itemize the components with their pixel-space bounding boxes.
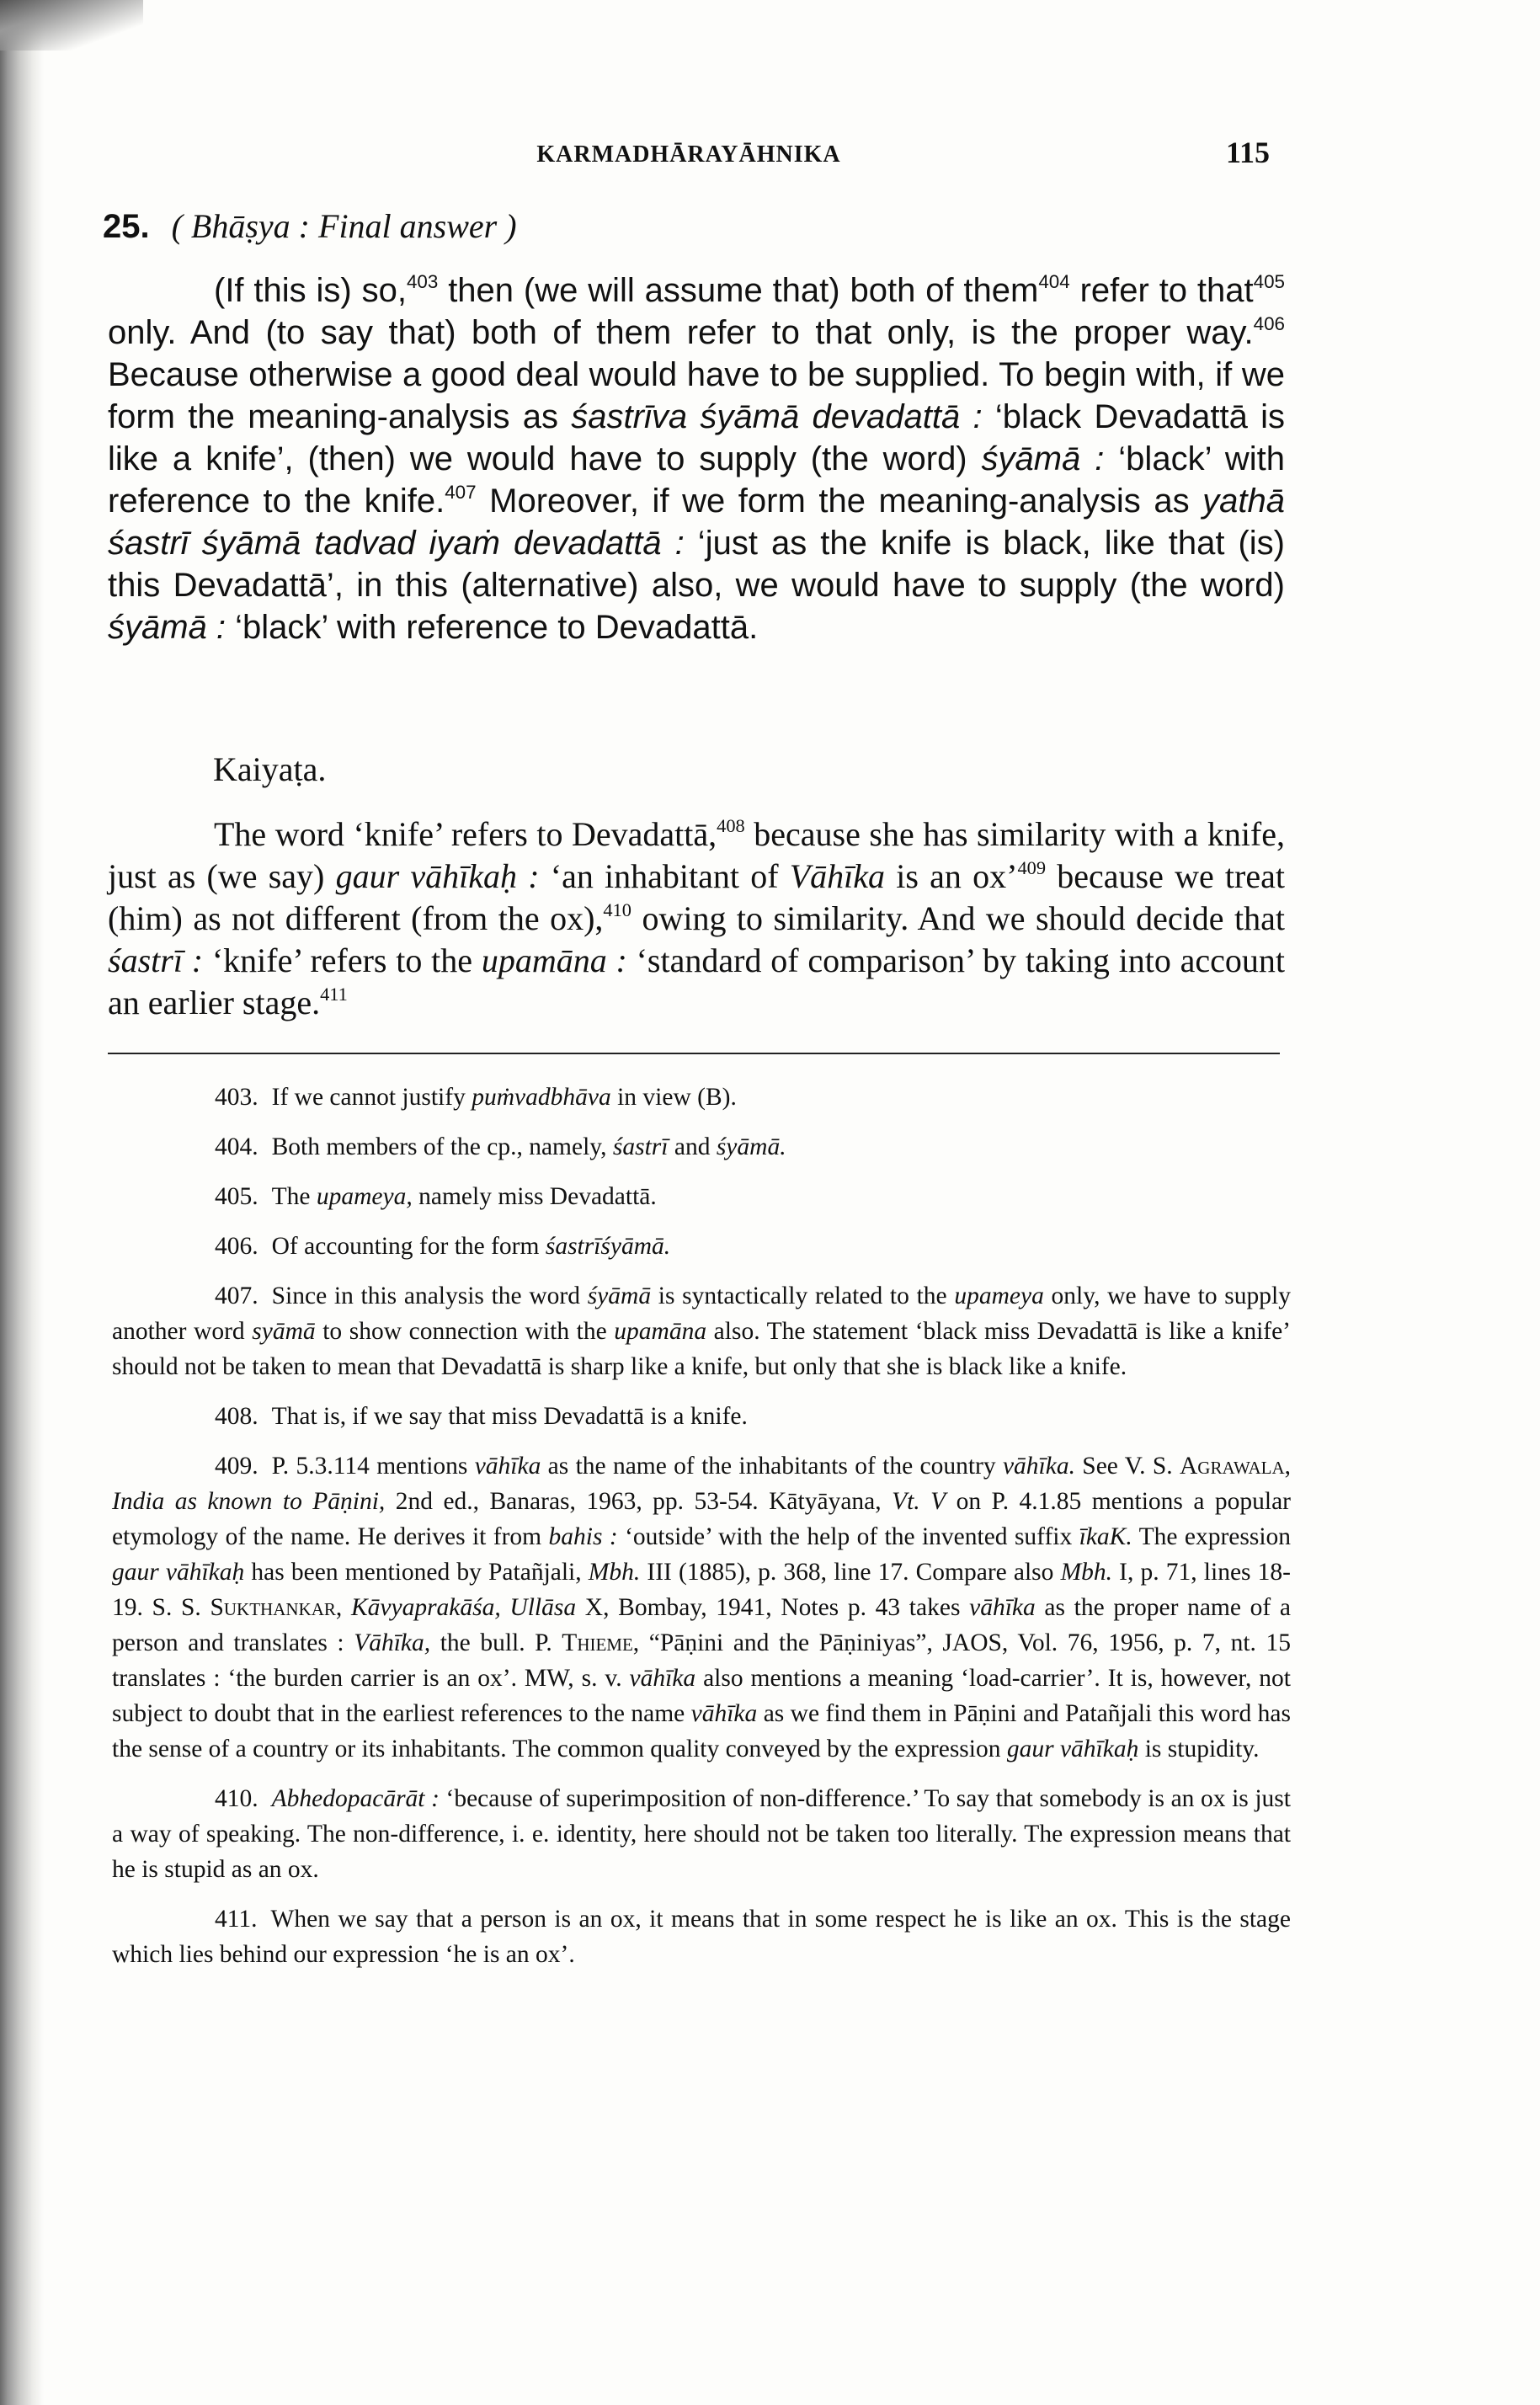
kaiyata-heading: Kaiyaṭa. — [213, 750, 327, 788]
sanskrit-term: śyāmā : — [981, 440, 1105, 477]
footnote-divider — [108, 1053, 1280, 1054]
footnote-number: 403. — [215, 1084, 258, 1111]
footnote-number: 405. — [215, 1183, 258, 1210]
footnote-407: 407. Since in this analysis the word śyāmā is syntactically related to the upameya only, we have to supply another word syāmā to show connection with the upamāna also. The statement ‘black miss Devadattā is like a knife’ should not be taken to mean that Devadattā is sharp like a knife, but only that she is black like a knife. — [112, 1282, 1292, 1380]
footnote-408: 408. That is, if we say that miss Devadattā is a knife. — [215, 1403, 748, 1430]
sanskrit-term: śastrīva śyāmā devadattā : — [571, 398, 983, 435]
sanskrit-term: śyāmā : — [108, 609, 226, 646]
footnote-number: 407. — [215, 1282, 258, 1309]
footnote-403: 403. If we cannot justify puṁvadbhāva in view (B). — [215, 1084, 737, 1111]
book-title: India as known to Pāṇini, — [112, 1488, 386, 1515]
book-title: Kāvyaprakāśa, Ullāsa — [350, 1594, 577, 1621]
kaiyata-body — [108, 813, 1285, 1024]
footnote-ref-405: 405 — [1253, 270, 1286, 292]
sanskrit-term: yathā śastrī śyāmā tadvad iyaṁ devadattā : — [108, 483, 1285, 562]
author-name: Sukthankar, — [210, 1594, 343, 1621]
page-number: 115 — [1225, 136, 1270, 169]
footnote-406: 406. Of accounting for the form śastrīśyāmā. — [215, 1233, 671, 1260]
footnote-ref-404: 404 — [1038, 270, 1070, 292]
footnote-411: 411. When we say that a person is an ox, it means that in some respect he is like an ox. This is the stage which lies behind our expression ‘he is an ox’. — [112, 1906, 1291, 1968]
bhashya-body — [108, 269, 1285, 648]
sanskrit-term: gaur vāhīkaḥ : — [335, 857, 540, 895]
kaiyata-paragraph: The word ‘knife’ refers to Devadattā,$^{408}$ because she has similarity with a knife, just as (we say) gaur vāhīkaḥ : ‘an inhabitant of Vāhīka is an ox’$^{409}$ because we treat (him) as not different (from the ox),$^{410}$ owing to similarity. And we should decide that śastrī : ‘knife’ refers to the upamāna : ‘standard of comparison’ by taking into account an earlier stage.$^{411}$ — [108, 814, 1286, 1021]
footnote-number: 406. — [215, 1233, 258, 1260]
footnote-ref-403: 403 — [406, 270, 439, 292]
footnote-number: 410. — [215, 1785, 258, 1812]
scanned-page-edge — [0, 0, 44, 2405]
footnote-number: 408. — [215, 1403, 258, 1430]
footnote-405: 405. The upameya, namely miss Devadattā. — [215, 1183, 657, 1210]
section-label: ( Bhāṣya : Final answer ) — [171, 207, 517, 245]
footnote-404: 404. Both members of the cp., namely, śastrī and śyāmā. — [215, 1133, 786, 1160]
footnote-ref-409: 409 — [1017, 856, 1047, 878]
footnote-ref-410: 410 — [603, 899, 631, 920]
footnote-ref-411: 411 — [320, 983, 348, 1005]
sanskrit-term: upamāna : — [481, 941, 627, 979]
footnotes — [112, 1080, 1291, 1986]
footnote-number: 404. — [215, 1133, 258, 1160]
footnote-ref-408: 408 — [717, 814, 745, 836]
scanned-page-corner — [0, 0, 143, 51]
footnote-410: 410. Abhedopacārāt : ‘because of superimposition of non-difference.’ To say that somebody is an ox is just a way of speaking. The non-difference, i. e. identity, here should not be taken too literally. The expression means that he is stupid as an ox. — [112, 1785, 1291, 1883]
footnote-409: 409. P. 5.3.114 mentions vāhīka as the name of the inhabitants of the country vāhīka. See V. S. Agrawala, India as known to Pāṇini, 2nd ed., Banaras, 1963, pp. 53-54. Kātyāyana, Vt. V on P. 4.1.85 mentions a popular etymology of the name. He derives it from bahis : ‘outside’ with the help of the invented suffix īkaK. The expression gaur vāhīkaḥ has been mentioned by Patañjali, Mbh. III (1885), p. 368, line 17. Compare also Mbh. I, p. 71, lines 18-19. S. S. Sukthankar, Kāvyaprakāśa, Ullāsa X, Bombay, 1941, Notes p. 43 takes vāhīka as the proper name of a person and translates : Vāhīka, the bull. P. Thieme, “Pāṇini and the Pāṇiniyas”, JAOS, Vol. 76, 1956, p. 7, nt. 15 translates : ‘the burden carrier is an ox’. MW, s. v. vāhīka also mentions a meaning ‘load-carrier’. It is, however, not subject to doubt that in the earliest references to the name vāhīka as we find them in Pāṇini and Patañjali this word has the sense of a country or its inhabitants. The common quality conveyed by the expression gaur vāhīkaḥ is stupidity. — [112, 1453, 1292, 1762]
bhashya-paragraph: (If this is) so,$^{403}$ then (we will assume that) both of them$^{404}$ refer to that$^{405}$ only. And (to say that) both of them refer to that only, is the proper way.$^{406}$ Because otherwise a good deal would have to be supplied. To begin with, if we form the meaning-analysis as śastrīva śyāmā devadattā : ‘black Devadattā is like a knife’, (then) we would have to supply (the word) śyāmā : ‘black’ with reference to the knife.$^{407}$ Moreover, if we form the meaning-analysis as yathā śastrī śyāmā tadvad iyaṁ devadattā : ‘just as the knife is black, like that (is) this Devadattā’, in this (alternative) also, we would have to supply (the word) śyāmā : ‘black’ with reference to Devadattā. — [108, 270, 1286, 646]
sanskrit-term: Vāhīka — [789, 857, 886, 895]
author-name: Thieme, — [562, 1629, 640, 1656]
footnote-number: 409. — [215, 1453, 258, 1480]
footnote-ref-407: 407 — [445, 481, 477, 503]
section-number: 25. — [103, 208, 150, 245]
author-name: Agrawala, — [1180, 1453, 1291, 1480]
section-heading — [103, 206, 1282, 246]
running-title: KARMADHĀRAYĀHNIKA — [536, 141, 841, 168]
sanskrit-term: śastrī : — [108, 941, 204, 979]
footnote-number: 411. — [215, 1906, 258, 1933]
footnote-ref-406: 406 — [1253, 312, 1285, 334]
page-header — [108, 135, 1270, 175]
